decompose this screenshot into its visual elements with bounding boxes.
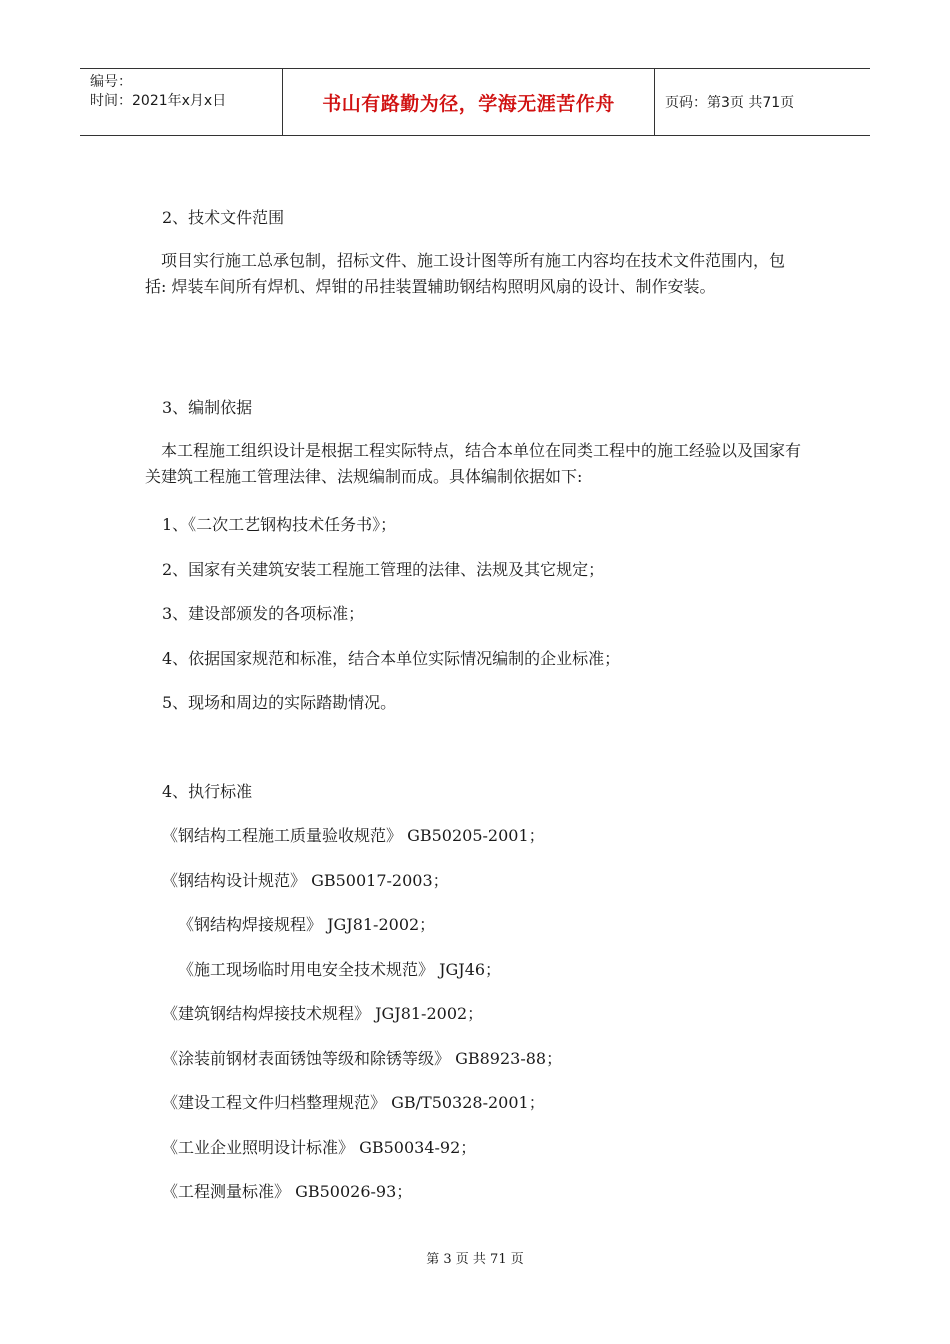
section-3-title: 3、编制依据 bbox=[162, 398, 253, 417]
standard-item-9: 《工程测量标准》 GB50026-93； bbox=[162, 1182, 413, 1201]
header-meta bbox=[80, 69, 282, 135]
header-page-cell bbox=[655, 69, 870, 135]
basis-item-3: 3、建设部颁发的各项标准； bbox=[162, 604, 365, 623]
standard-item-5: 《建筑钢结构焊接技术规程》 JGJ81-2002； bbox=[162, 1004, 484, 1023]
footer-page-number: 第 3 页 共 71 页 bbox=[426, 1252, 524, 1267]
standard-item-7: 《建设工程文件归档整理规范》 GB/T50328-2001； bbox=[162, 1093, 545, 1112]
document-time-label: 时间：2021年x月x日 bbox=[90, 93, 227, 109]
standard-item-1: 《钢结构工程施工质量验收规范》 GB50205-2001； bbox=[162, 826, 545, 845]
basis-item-2: 2、国家有关建筑安装工程施工管理的法律、法规及其它规定； bbox=[162, 560, 605, 579]
document-number-label: 编号： bbox=[90, 74, 132, 90]
standard-item-6: 《涂装前钢材表面锈蚀等级和除锈等级》 GB8923-88； bbox=[162, 1049, 563, 1068]
section-4-title: 4、执行标准 bbox=[162, 782, 253, 801]
section-2-paragraph: 项目实行施工总承包制，招标文件、施工设计图等所有施工内容均在技术文件范围内，包括: 焊装车间所有焊机、焊钳的吊挂装置辅助钢结构照明风扇的设计、制作安装。 bbox=[145, 251, 786, 296]
section-2-title: 2、技术文件范围 bbox=[162, 208, 285, 227]
page-header bbox=[80, 68, 870, 136]
header-motto-cell bbox=[282, 69, 655, 135]
section-3-paragraph: 本工程施工组织设计是根据工程实际特点，结合本单位在同类工程中的施工经验以及国家有关建筑工程施工管理法律、法规编制而成。具体编制依据如下: bbox=[145, 441, 802, 486]
standard-item-4: 《施工现场临时用电安全技术规范》 JGJ46； bbox=[178, 960, 502, 979]
header-motto: 书山有路勤为径，学海无涯苦作舟 bbox=[322, 92, 615, 115]
page-footer bbox=[0, 1248, 950, 1267]
basis-item-1: 1、《二次工艺钢构技术任务书》； bbox=[162, 515, 397, 534]
standard-item-3: 《钢结构焊接规程》 JGJ81-2002； bbox=[178, 915, 436, 934]
basis-item-5: 5、现场和周边的实际踏勘情况。 bbox=[162, 693, 397, 712]
header-page-label: 页码：第3页 共71页 bbox=[665, 95, 795, 111]
basis-item-4: 4、依据国家规范和标准，结合本单位实际情况编制的企业标准； bbox=[162, 649, 621, 668]
standard-item-2: 《钢结构设计规范》 GB50017-2003； bbox=[162, 871, 449, 890]
standard-item-8: 《工业企业照明设计标准》 GB50034-92； bbox=[162, 1138, 477, 1157]
